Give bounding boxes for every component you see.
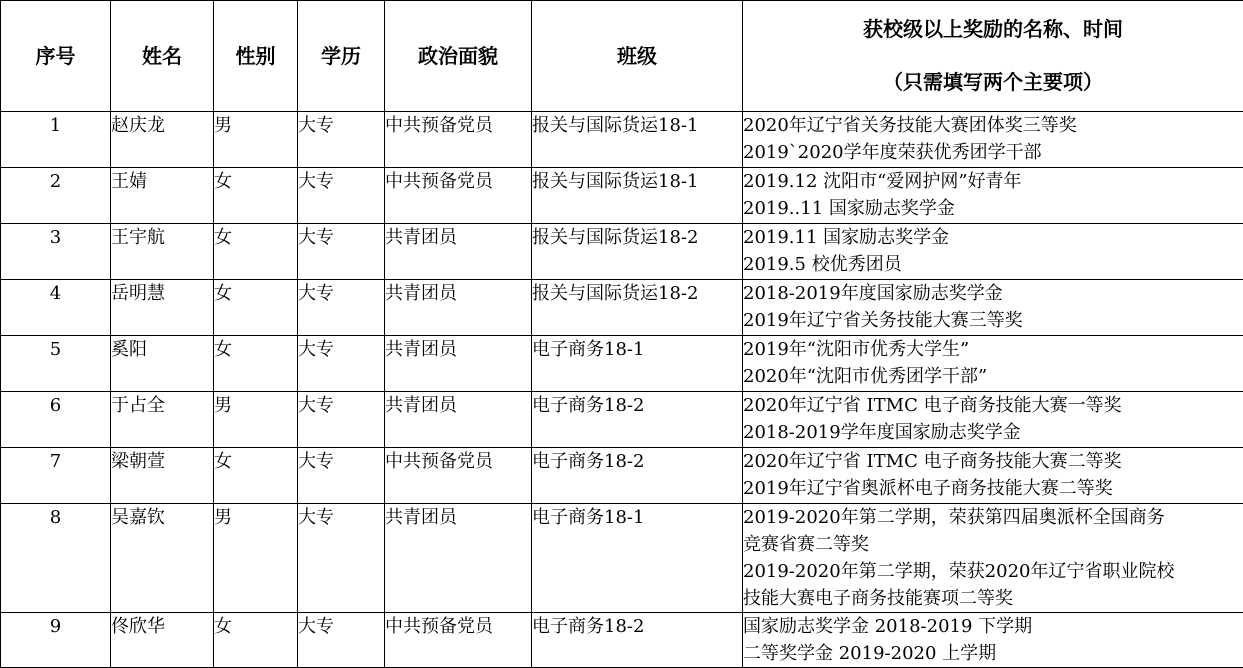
cell-political-status: 共青团员 [385, 504, 532, 613]
cell-gender: 男 [214, 112, 298, 168]
cell-gender: 女 [214, 168, 298, 224]
cell-class: 报关与国际货运18-1 [532, 112, 743, 168]
header-awards-note: （只需填写两个主要项） [743, 69, 1243, 96]
cell-education: 大专 [298, 280, 385, 336]
award-line: 2020年辽宁省关务技能大赛团体奖三等奖 [743, 112, 1243, 139]
cell-no: 1 [1, 112, 111, 168]
cell-class: 电子商务18-2 [532, 448, 743, 504]
award-line: 国家励志奖学金 2018-2019 下学期 [743, 613, 1243, 640]
cell-no: 9 [1, 613, 111, 668]
award-line: 2019.5 校优秀团员 [743, 251, 1243, 278]
cell-education: 大专 [298, 336, 385, 392]
cell-political-status: 共青团员 [385, 224, 532, 280]
cell-class: 电子商务18-1 [532, 504, 743, 613]
header-awards [743, 1, 1243, 112]
cell-gender: 男 [214, 392, 298, 448]
header-row [1, 1, 1243, 112]
cell-gender: 男 [214, 504, 298, 613]
cell-no: 8 [1, 504, 111, 613]
cell-awards [743, 224, 1243, 280]
award-line: 2020年“沈阳市优秀团学干部” [743, 363, 1243, 390]
cell-no: 7 [1, 448, 111, 504]
table-row [1, 613, 1243, 668]
cell-name: 奚阳 [111, 336, 214, 392]
award-line: 2019.12 沈阳市“爱网护网”好青年 [743, 168, 1243, 195]
award-line: 2020年辽宁省 ITMC 电子商务技能大赛一等奖 [743, 392, 1243, 419]
cell-awards [743, 392, 1243, 448]
table-row [1, 112, 1243, 168]
award-line: 2019年辽宁省关务技能大赛三等奖 [743, 307, 1243, 334]
table-row [1, 168, 1243, 224]
header-political-status: 政治面貌 [385, 1, 532, 112]
cell-class: 电子商务18-2 [532, 613, 743, 668]
award-line: 2019年辽宁省奥派杯电子商务技能大赛二等奖 [743, 475, 1243, 502]
cell-political-status: 共青团员 [385, 280, 532, 336]
table-row [1, 280, 1243, 336]
table-row [1, 336, 1243, 392]
cell-education: 大专 [298, 448, 385, 504]
table-row [1, 448, 1243, 504]
cell-awards [743, 168, 1243, 224]
cell-name: 佟欣华 [111, 613, 214, 668]
award-line: 技能大赛电子商务技能赛项二等奖 [743, 585, 1243, 612]
cell-name: 岳明慧 [111, 280, 214, 336]
cell-name: 于占全 [111, 392, 214, 448]
award-line: 2019-2020年第二学期，荣获2020年辽宁省职业院校 [743, 558, 1243, 585]
table-row [1, 224, 1243, 280]
award-line: 2019..11 国家励志奖学金 [743, 195, 1243, 222]
cell-political-status: 共青团员 [385, 392, 532, 448]
cell-education: 大专 [298, 504, 385, 613]
cell-no: 6 [1, 392, 111, 448]
cell-awards [743, 504, 1243, 613]
cell-class: 电子商务18-2 [532, 392, 743, 448]
cell-class: 电子商务18-1 [532, 336, 743, 392]
award-line: 2018-2019学年度国家励志奖学金 [743, 419, 1243, 446]
table-row [1, 392, 1243, 448]
cell-political-status: 中共预备党员 [385, 613, 532, 668]
cell-political-status: 中共预备党员 [385, 168, 532, 224]
award-line: 2020年辽宁省 ITMC 电子商务技能大赛二等奖 [743, 448, 1243, 475]
cell-education: 大专 [298, 613, 385, 668]
cell-awards [743, 336, 1243, 392]
cell-name: 王婧 [111, 168, 214, 224]
cell-class: 报关与国际货运18-2 [532, 280, 743, 336]
award-line: 2019年“沈阳市优秀大学生” [743, 336, 1243, 363]
cell-no: 2 [1, 168, 111, 224]
award-line: 竞赛省赛二等奖 [743, 531, 1243, 558]
header-no: 序号 [1, 1, 111, 112]
cell-education: 大专 [298, 392, 385, 448]
cell-class: 报关与国际货运18-1 [532, 168, 743, 224]
award-line: 2019-2020年第二学期，荣获第四届奥派杯全国商务 [743, 504, 1243, 531]
cell-gender: 女 [214, 280, 298, 336]
cell-name: 赵庆龙 [111, 112, 214, 168]
cell-political-status: 中共预备党员 [385, 448, 532, 504]
header-gender: 性别 [214, 1, 298, 112]
award-line: 2018-2019年度国家励志奖学金 [743, 280, 1243, 307]
cell-name: 梁朝萱 [111, 448, 214, 504]
cell-class: 报关与国际货运18-2 [532, 224, 743, 280]
cell-gender: 女 [214, 336, 298, 392]
award-line: 2019`2020学年度荣获优秀团学干部 [743, 139, 1243, 166]
award-line: 2019.11 国家励志奖学金 [743, 224, 1243, 251]
cell-education: 大专 [298, 224, 385, 280]
cell-no: 3 [1, 224, 111, 280]
award-line: 二等奖学金 2019-2020 上学期 [743, 640, 1243, 667]
cell-name: 王宇航 [111, 224, 214, 280]
header-class: 班级 [532, 1, 743, 112]
cell-no: 4 [1, 280, 111, 336]
cell-education: 大专 [298, 112, 385, 168]
cell-gender: 女 [214, 613, 298, 668]
cell-awards [743, 112, 1243, 168]
cell-no: 5 [1, 336, 111, 392]
cell-political-status: 共青团员 [385, 336, 532, 392]
cell-gender: 女 [214, 224, 298, 280]
cell-gender: 女 [214, 448, 298, 504]
cell-name: 吴嘉钦 [111, 504, 214, 613]
cell-political-status: 中共预备党员 [385, 112, 532, 168]
header-name: 姓名 [111, 1, 214, 112]
header-education: 学历 [298, 1, 385, 112]
cell-awards [743, 613, 1243, 668]
cell-awards [743, 280, 1243, 336]
cell-education: 大专 [298, 168, 385, 224]
header-awards-title: 获校级以上奖励的名称、时间 [743, 16, 1243, 43]
cell-awards [743, 448, 1243, 504]
table-row [1, 504, 1243, 613]
